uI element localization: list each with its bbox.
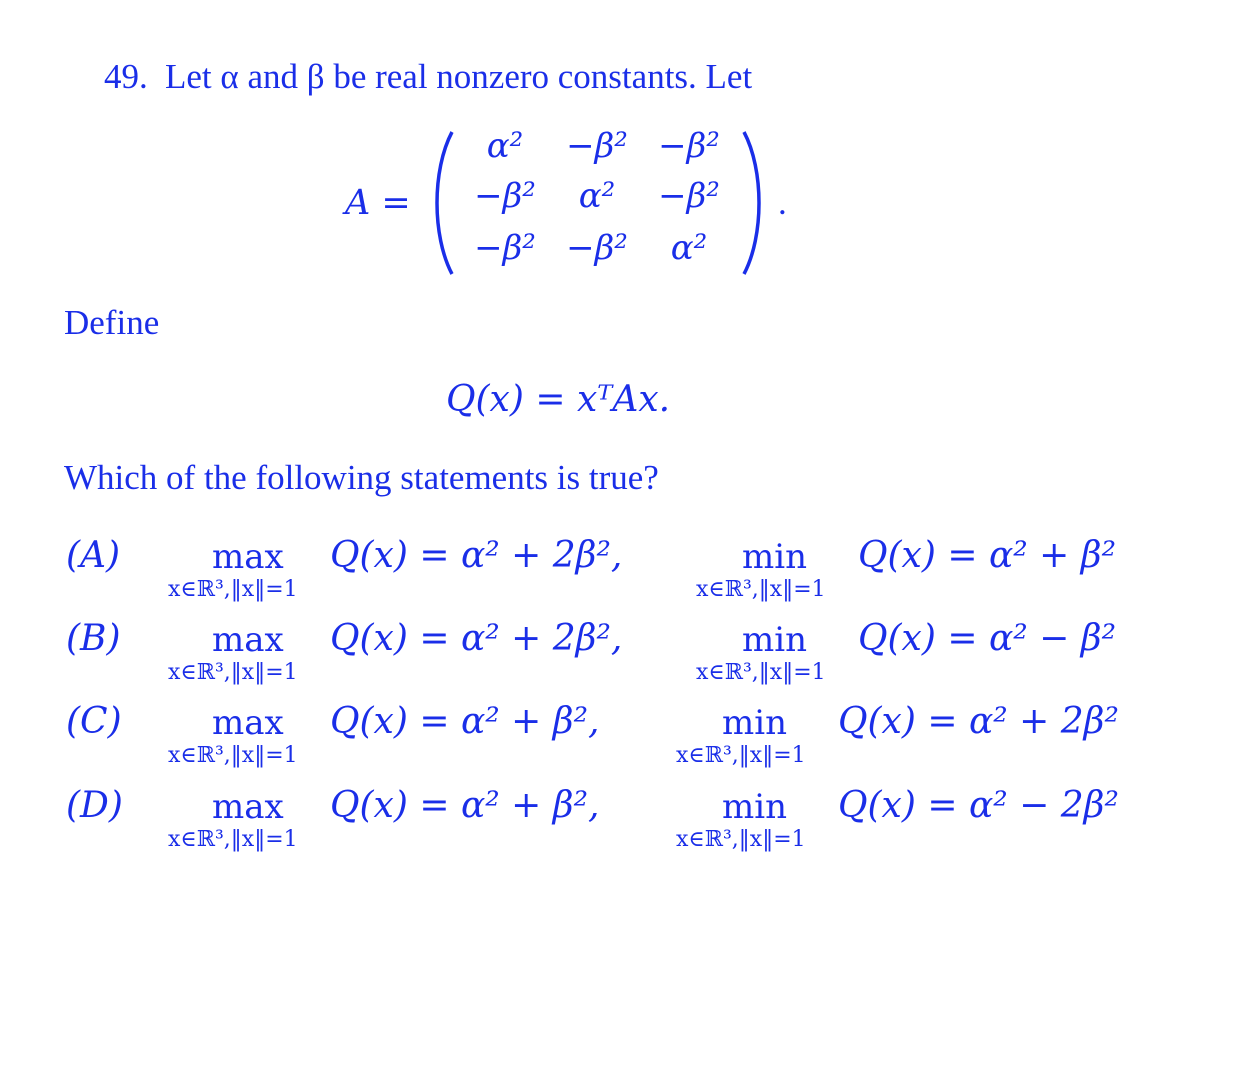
constraint-subscript: x∈ℝ³,‖x‖=1: [168, 743, 298, 768]
constraint-subscript: x∈ℝ³,‖x‖=1: [168, 660, 298, 685]
max-operator: max: [212, 787, 284, 827]
max-operator: max: [212, 703, 284, 743]
option-d[interactable]: [0, 785, 1236, 861]
left-paren-icon: [428, 130, 458, 276]
constraint-subscript: x∈ℝ³,‖x‖=1: [696, 660, 826, 685]
matrix-cell: −β²: [566, 126, 628, 166]
constraint-subscript: x∈ℝ³,‖x‖=1: [168, 827, 298, 852]
min-expression: Q(x) = α² − 2β²: [838, 785, 1119, 826]
matrix-cell: α²: [578, 176, 616, 216]
constraint-subscript: x∈ℝ³,‖x‖=1: [676, 743, 806, 768]
option-label: (B): [66, 618, 121, 659]
problem-intro: Let α and β be real nonzero constants. Let: [165, 57, 753, 96]
matrix-cell: α²: [486, 126, 524, 166]
max-expression: Q(x) = α² + β²,: [330, 785, 600, 826]
right-paren-icon: [738, 130, 768, 276]
matrix-cell: −β²: [658, 126, 720, 166]
min-expression: Q(x) = α² − β²: [858, 618, 1116, 659]
option-label: (A): [66, 535, 121, 576]
max-expression: Q(x) = α² + 2β²,: [330, 618, 623, 659]
matrix-cell: α²: [670, 228, 708, 268]
constraint-subscript: x∈ℝ³,‖x‖=1: [696, 577, 826, 602]
option-c[interactable]: [0, 701, 1236, 777]
option-a[interactable]: [0, 535, 1236, 611]
option-label: (C): [66, 701, 122, 742]
min-expression: Q(x) = α² + 2β²: [838, 701, 1119, 742]
min-operator: min: [742, 537, 808, 577]
matrix-cell: −β²: [474, 228, 536, 268]
matrix-body: [460, 126, 740, 276]
constraint-subscript: x∈ℝ³,‖x‖=1: [676, 827, 806, 852]
option-label: (D): [66, 785, 123, 826]
min-operator: min: [722, 787, 788, 827]
max-expression: Q(x) = α² + 2β²,: [330, 535, 623, 576]
min-operator: min: [742, 620, 808, 660]
min-expression: Q(x) = α² + β²: [858, 535, 1116, 576]
matrix-cell: −β²: [566, 228, 628, 268]
matrix-lhs: A =: [345, 183, 411, 223]
quadratic-form-equation: Q(x) = xᵀAx.: [446, 379, 671, 420]
constraint-subscript: x∈ℝ³,‖x‖=1: [168, 577, 298, 602]
matrix-end-period: .: [778, 183, 787, 222]
matrix-cell: −β²: [474, 176, 536, 216]
define-label: Define: [64, 303, 160, 342]
min-operator: min: [722, 703, 788, 743]
max-operator: max: [212, 537, 284, 577]
question-text: Which of the following statements is true?: [64, 458, 659, 497]
max-expression: Q(x) = α² + β²,: [330, 701, 600, 742]
option-b[interactable]: [0, 618, 1236, 694]
matrix-cell: −β²: [658, 176, 720, 216]
max-operator: max: [212, 620, 284, 660]
problem-number: 49.: [104, 57, 148, 96]
